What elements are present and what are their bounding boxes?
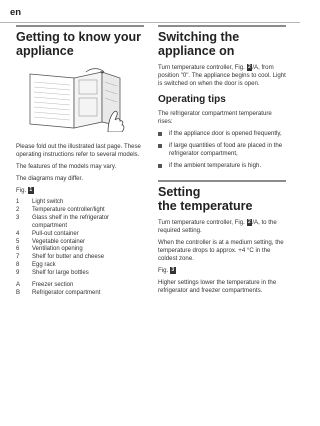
legend-row <box>16 215 144 231</box>
getting-to-know-heading: Getting to know your appliance <box>16 30 141 58</box>
diagrams-note: The diagrams may differ. <box>16 175 83 182</box>
legend-number: 1 <box>16 199 20 205</box>
legend-row <box>16 199 144 207</box>
figure-number-badge: 2 <box>248 64 251 71</box>
section-rule <box>16 25 144 27</box>
list-item <box>158 162 286 170</box>
switching-on-text <box>158 64 286 88</box>
figure-ref <box>158 267 286 275</box>
legend-label: Temperature controller/light <box>32 206 105 213</box>
legend-row <box>16 270 144 278</box>
left-column <box>16 25 144 298</box>
legend-row <box>16 246 144 254</box>
legend-row <box>16 231 144 239</box>
heading-line-2: the temperature <box>158 198 253 213</box>
bullet-icon <box>158 144 162 148</box>
figure-number-badge: 3 <box>171 267 175 274</box>
heading-line-1: Setting <box>158 185 201 199</box>
switch-text-start: Turn temperature controller, Fig. <box>158 64 245 71</box>
medium-setting-text: When the controller is at a medium setting, the temperature drops to approx. +4 °C in the coldest zone. <box>158 239 284 262</box>
legend-label: Egg rack <box>32 262 56 269</box>
tip-text: if the ambient temperature is high. <box>169 162 262 169</box>
legend-label: Freezer section <box>32 282 74 289</box>
switch-text-end: /A, from position "0". The appliance begins to cool. Light is switched on when the door is open. <box>158 64 286 87</box>
section-rule <box>158 180 286 182</box>
legend-row <box>16 290 144 298</box>
legend-number: 5 <box>16 238 20 245</box>
features-note: The features of the models may vary. <box>16 163 117 170</box>
legend-label: Pull-out container <box>32 230 79 237</box>
figure-number-badge: 1 <box>29 187 33 194</box>
legend-number: 9 <box>16 270 20 277</box>
figure-prefix: Fig. <box>16 187 27 194</box>
switching-on-heading: Switching the appliance on <box>158 30 240 58</box>
legend-label: Light switch <box>32 199 64 205</box>
legend-label: Ventilation opening <box>32 246 83 253</box>
list-item <box>158 130 286 138</box>
bullet-icon <box>158 164 162 168</box>
setting-text <box>158 219 286 235</box>
figure-prefix: Fig. <box>158 267 169 274</box>
legend-number: 7 <box>16 254 20 261</box>
setting-text-start: Turn temperature controller, Fig. <box>158 219 245 226</box>
legend-number: 2 <box>16 206 20 213</box>
legend-row <box>16 282 144 290</box>
legend-number: 8 <box>16 262 20 269</box>
legend-letter: A <box>16 282 21 289</box>
fold-out-instructions: Please fold out the illustrated last page. These operating instructions refer to several models. <box>16 143 141 158</box>
figure-number-badge: 2 <box>248 219 251 226</box>
legend-label: Vegetable container <box>32 238 86 245</box>
legend-label: Glass shelf in the refrigerator compartment <box>32 214 110 229</box>
legend-row <box>16 207 144 215</box>
bullet-icon <box>158 132 162 136</box>
operating-tips-heading: Operating tips <box>158 94 226 105</box>
legend-row <box>16 262 144 270</box>
legend-row <box>16 239 144 247</box>
setting-temperature-heading <box>158 186 286 213</box>
legend-label: Shelf for butter and cheese <box>32 254 105 261</box>
right-column <box>158 25 286 299</box>
legend-letter: B <box>16 289 21 296</box>
fold-out-pages-illustration <box>16 68 132 132</box>
header-divider <box>0 22 300 23</box>
tip-text: if large quantities of food are placed in the refrigerator compartment, <box>169 142 283 157</box>
language-label: en <box>10 7 22 18</box>
legend-number: 4 <box>16 230 20 237</box>
tips-list <box>158 130 286 170</box>
parts-legend <box>16 199 144 298</box>
higher-settings-text: Higher settings lower the temperature in the refrigerator and freezer compartments. <box>158 279 277 294</box>
list-item <box>158 142 286 158</box>
tip-text: if the appliance door is opened frequently, <box>169 130 282 137</box>
legend-label: Shelf for large bottles <box>32 270 89 277</box>
legend-label: Refrigerator compartment <box>32 289 101 296</box>
setting-text-end: /A, to the required setting. <box>158 219 277 234</box>
tips-intro: The refrigerator compartment temperature rises: <box>158 110 272 125</box>
section-rule <box>158 25 286 27</box>
figure-ref <box>16 187 144 195</box>
legend-number: 3 <box>16 214 20 221</box>
legend-number: 6 <box>16 246 20 253</box>
legend-row <box>16 254 144 262</box>
